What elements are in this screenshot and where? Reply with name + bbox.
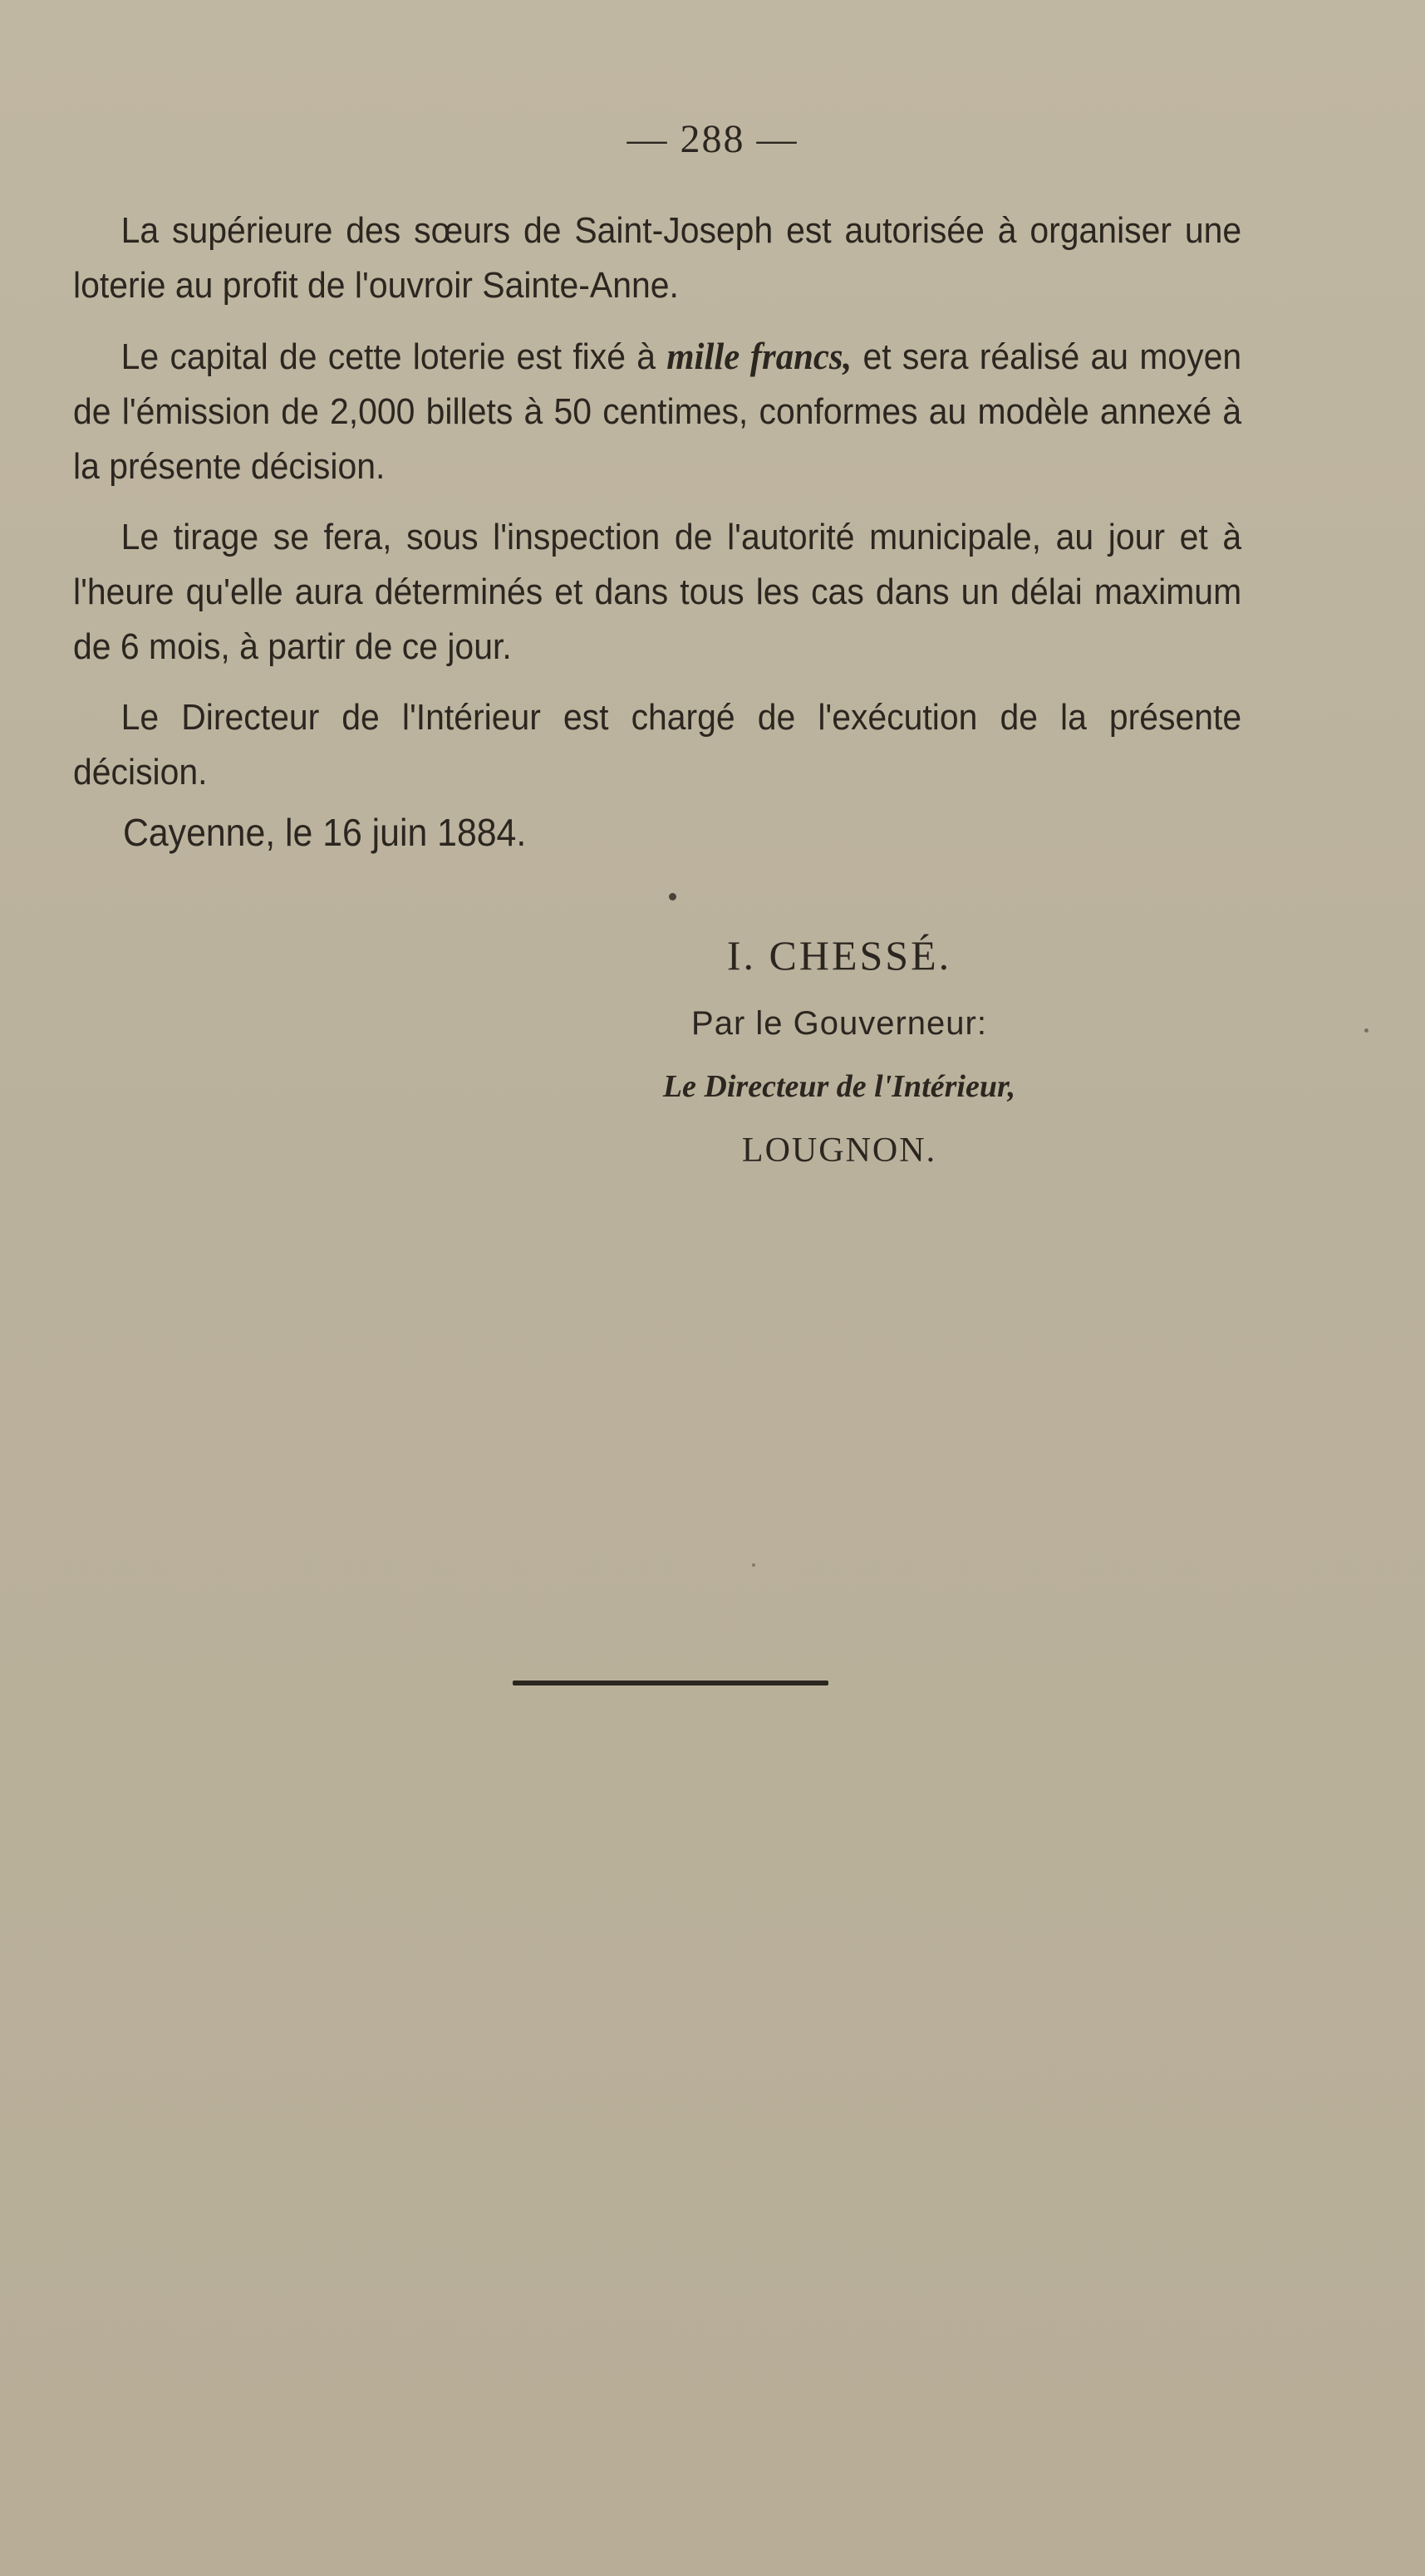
paper-speck (1364, 1028, 1368, 1033)
official-name: LOUGNON. (741, 1131, 937, 1170)
page-number: — 288 — (627, 117, 798, 161)
signatory-title: Le Directeur de l'Intérieur, (662, 1069, 1016, 1104)
paragraph-drawing: Le tirage se fera, sous l'inspection de l'autorité municipale, au jour et à l'heure qu'elle aura déterminés et dans tous les cas dans un délai maximum de 6 mois, à partir de ce jour. (73, 517, 1242, 667)
signatory-for-line: Par le Gouverneur: (691, 1005, 987, 1042)
paper-speck (752, 1563, 755, 1567)
signature-block (582, 922, 1097, 1183)
paper-speck (669, 893, 676, 900)
capital-amount-emphasis: mille francs, (666, 335, 853, 377)
capital-text-after: et sera réalisé au moyen de l'émission de 2,000 billets à 50 centimes, conformes au modèle annexé à la présente décision. (73, 336, 1242, 487)
dateline: Cayenne, le 16 juin 1884. (123, 811, 527, 854)
capital-text-before: Le capital de cette loterie est fixé à (120, 336, 667, 377)
signatory-name: I. CHESSÉ. (726, 932, 952, 979)
paragraph-execution: Le Directeur de l'Intérieur est chargé de l'exécution de la présente décision. (73, 697, 1242, 792)
paragraph-capital (73, 329, 1241, 494)
decision-body (73, 204, 1241, 816)
closing-rule (513, 1681, 828, 1685)
paragraph-authorization: La supérieure des sœurs de Saint-Joseph est autorisée à organiser une loterie au profit de l'ouvroir Sainte-Anne. (73, 210, 1242, 306)
